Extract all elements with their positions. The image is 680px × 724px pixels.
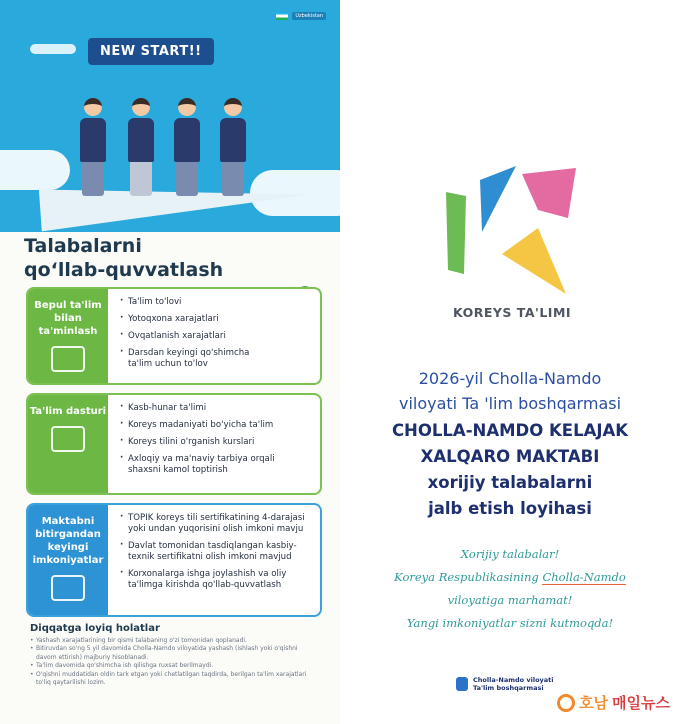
money-hand-icon xyxy=(51,346,85,372)
slogan-line: Yangi imkoniyatlar sizni kutmoqda! xyxy=(406,616,614,630)
student-figure xyxy=(174,98,200,196)
slogan-text: Koreya Respublikasining xyxy=(394,570,543,584)
row-tag-label: Maktabni bitirgandan keyingi imkoniyatlar xyxy=(32,516,104,566)
row-list xyxy=(120,297,260,376)
student-figure xyxy=(80,98,106,196)
list-item: · Darsdan keyingi qo'shimcha ta'lim uchun to'lov xyxy=(120,348,260,370)
row-tag xyxy=(28,289,108,383)
list-item: · Davlat tomonidan tasdiqlangan kasbiy-texnik sertifikatni olish imkoni mavjud xyxy=(120,541,310,563)
heading-line: jalb etish loyihasi xyxy=(428,499,592,518)
list-item: · Korxonalarga ishga joylashish va oliy ta'limga kirishda qo'llab-quvvatlash xyxy=(120,569,310,591)
row-list xyxy=(120,403,290,482)
student-figure xyxy=(128,98,154,196)
koreys-talimi-logo xyxy=(442,166,582,306)
support-row-free-education xyxy=(26,287,322,385)
classroom-icon xyxy=(51,426,85,452)
list-item: · Koreys tilini o'rganish kurslari xyxy=(120,437,290,448)
row-list xyxy=(120,513,310,597)
row-tag-label: Ta'lim dasturi xyxy=(29,406,107,417)
watermark-text: 매일뉴스 xyxy=(612,694,670,712)
watermark-text: 호남 xyxy=(579,694,609,712)
support-row-education-program xyxy=(26,393,322,495)
footer-line: Cholla-Namdo viloyati xyxy=(473,676,554,684)
heading-regular xyxy=(340,366,680,416)
title-line: Talabalarni xyxy=(24,235,142,257)
flag-icon xyxy=(276,12,288,20)
right-panel xyxy=(340,0,680,724)
heading-line: 2026-yil Cholla-Namdo xyxy=(418,369,602,388)
slogan-line: viloyatiga marhamat! xyxy=(447,593,573,607)
footer-logo xyxy=(456,676,554,692)
hero-illustration xyxy=(0,0,340,232)
flag-label: Uzbekistan xyxy=(292,12,326,20)
slogan-line: Xorijiy talabalar! xyxy=(460,547,560,561)
education-office-icon xyxy=(456,677,468,691)
footer-text xyxy=(473,676,554,692)
uzbekistan-flag-tag xyxy=(276,12,326,20)
slogan-highlight: Cholla-Namdo xyxy=(542,570,626,584)
page-title xyxy=(24,234,223,282)
row-tag xyxy=(28,505,108,615)
notes-list xyxy=(30,637,320,687)
row-tag xyxy=(28,395,108,493)
list-item: · Axloqiy va ma'naviy tarbiya orqali shaxsni kamol toptirish xyxy=(120,454,290,476)
heading-line: viloyati Ta 'lim boshqarmasi xyxy=(398,394,622,413)
slogan-line xyxy=(340,566,680,589)
note-item: • Yashash xarajatlarining bir qismi talabaning o'zi tomonidan qoplanadi. xyxy=(30,637,320,645)
student-figure xyxy=(220,98,246,196)
cloud xyxy=(0,150,70,190)
slogan xyxy=(340,543,680,635)
heading-line: XALQARO MAKTABI xyxy=(420,447,600,466)
title-line: qo‘llab-quvvatlash xyxy=(24,259,224,281)
footer-line: Ta'lim boshqarmasi xyxy=(473,684,544,692)
list-item: · Ta'lim to'lovi xyxy=(120,297,260,308)
watermark-logo-icon xyxy=(557,694,575,712)
list-item: · Kasb-hunar ta'limi xyxy=(120,403,290,414)
notes-section xyxy=(30,623,320,687)
notes-title: Diqqatga loyiq holatlar xyxy=(30,623,160,634)
heading-line: xorijiy talabalarni xyxy=(427,473,593,492)
list-item: · Koreys madaniyati bo'yicha ta'lim xyxy=(120,420,290,431)
note-item: • O'qishni muddatidan oldin tark etgan yoki chetlatilgan taqdirda, berilgan ta'lim xarajatlari to'liq qaytarilishi lozim. xyxy=(30,671,320,688)
handshake-icon xyxy=(51,575,85,601)
new-start-badge: NEW START!! xyxy=(88,38,214,65)
list-item: · Ovqatlanish xarajatlari xyxy=(120,331,260,342)
list-item: · Yotoqxona xarajatlari xyxy=(120,314,260,325)
news-watermark xyxy=(557,692,670,713)
heading-bold xyxy=(340,418,680,522)
airplane-icon xyxy=(30,44,76,54)
students-illustration xyxy=(70,76,280,196)
heading-line: CHOLLA-NAMDO KELAJAK xyxy=(391,421,629,440)
support-row-after-graduation xyxy=(26,503,322,617)
note-item: • Bitiruvdan so'ng 5 yil davomida Cholla-Namdo viloyatida yashash (ishlash yoki o'qishni davom ettirish) majburiy hisoblanadi. xyxy=(30,645,320,662)
note-item: • Ta'lim davomida qo'shimcha ish qilishga ruxsat berilmaydi. xyxy=(30,662,320,670)
list-item: · TOPIK koreys tili sertifikatining 4-darajasi yoki undan yuqorisini olish imkoni mavju xyxy=(120,513,310,535)
logo-text: KOREYS TA'LIMI xyxy=(452,305,572,320)
row-tag-label: Bepul ta'lim bilan ta'minlash xyxy=(34,300,102,337)
